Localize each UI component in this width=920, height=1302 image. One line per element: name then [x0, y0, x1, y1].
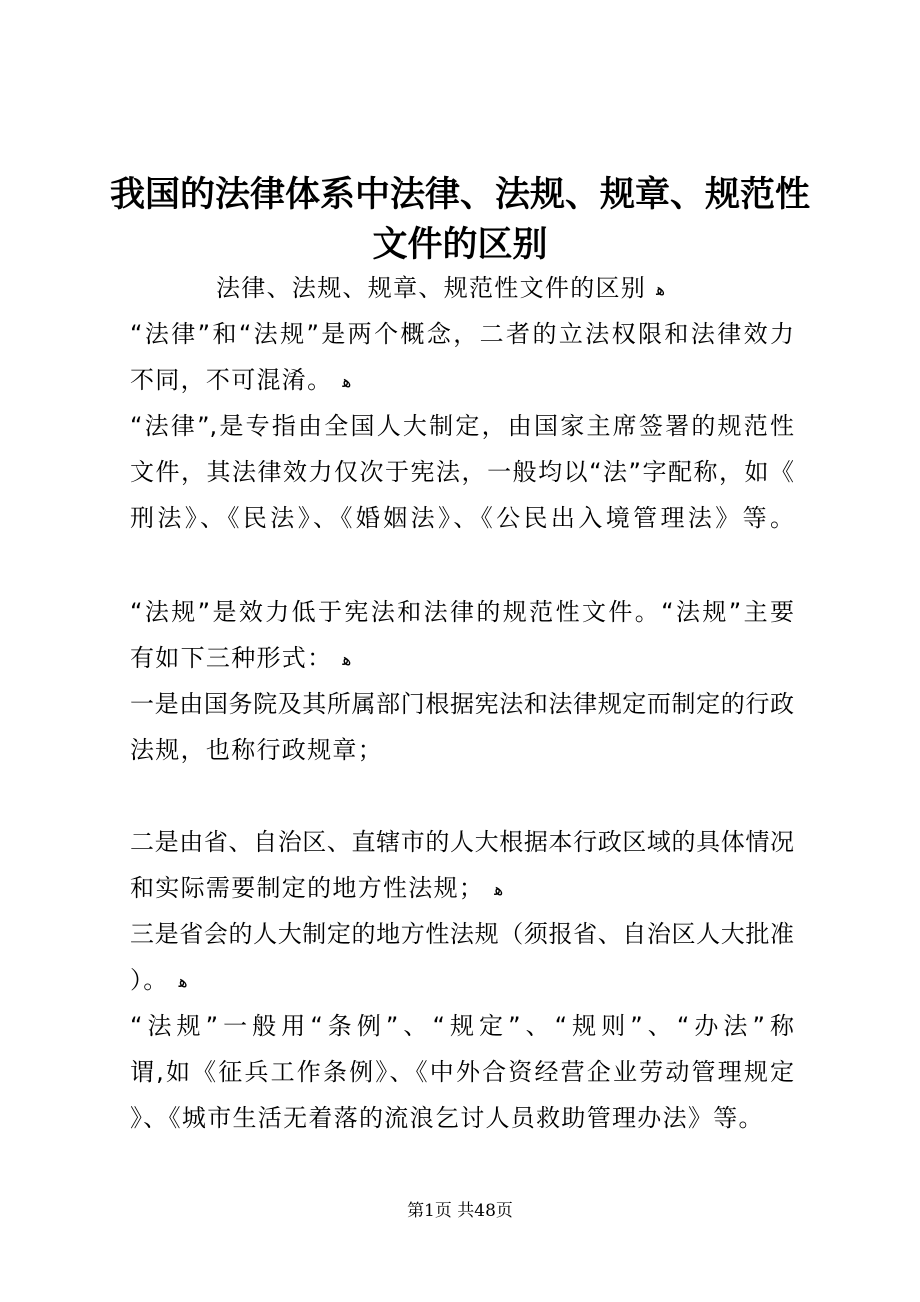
paragraph-mark-icon: ﻫ [494, 880, 504, 900]
paragraph-mark-icon: ﻫ [342, 372, 352, 392]
paragraph-mark-icon: ﻫ [178, 972, 188, 992]
text-line: 三是省会的人大制定的地方性法规（须报省、自治区人大批准 [130, 920, 794, 948]
line-text: 有如下三种形式： [130, 644, 333, 672]
text-line: “法律”,是专指由全国人大制定，由国家主席签署的规范性 [130, 412, 794, 440]
text-line [130, 638, 351, 678]
paragraph-mark-icon: ﻫ [342, 650, 352, 670]
subtitle-line [216, 268, 665, 308]
line-text: 和实际需要制定的地方性法规； [130, 874, 485, 902]
page-footer: 第1页 共48页 [407, 1201, 513, 1221]
text-line: “法规”一般用“条例”、“规定”、“规则”、“办法”称 [130, 1012, 794, 1040]
paragraph-mark-icon: ﻫ [656, 280, 666, 300]
text-line: 刑法》、《民法》、《婚姻法》、《公民出入境管理法》等。 [130, 504, 794, 532]
text-line: “法规”是效力低于宪法和法律的规范性文件。“法规”主要 [130, 598, 794, 626]
text-line: “法律”和“法规”是两个概念，二者的立法权限和法律效力 [130, 320, 794, 348]
text-line: 一是由国务院及其所属部门根据宪法和法律规定而制定的行政 [130, 690, 794, 718]
text-line [130, 360, 351, 400]
text-line [130, 868, 503, 908]
line-text: 不同，不可混淆。 [130, 366, 333, 394]
line-text: 法律、法规、规章、规范性文件的区别 [216, 274, 647, 302]
text-line: 谓,如《征兵工作条例》、《中外合资经营企业劳动管理规定 [130, 1058, 794, 1086]
text-line [130, 960, 188, 1000]
text-line: 法规，也称行政规章； [130, 736, 383, 764]
line-text: ）。 [130, 966, 169, 994]
text-line: 文件，其法律效力仅次于宪法，一般均以“法”字配称，如《 [130, 458, 794, 486]
text-line: 》、《城市生活无着落的流浪乞讨人员救助管理办法》等。 [130, 1104, 764, 1132]
text-line: 二是由省、自治区、直辖市的人大根据本行政区域的具体情况 [130, 828, 794, 856]
document-title: 我国的法律体系中法律、法规、规章、规范性文件的区别 [109, 174, 810, 265]
